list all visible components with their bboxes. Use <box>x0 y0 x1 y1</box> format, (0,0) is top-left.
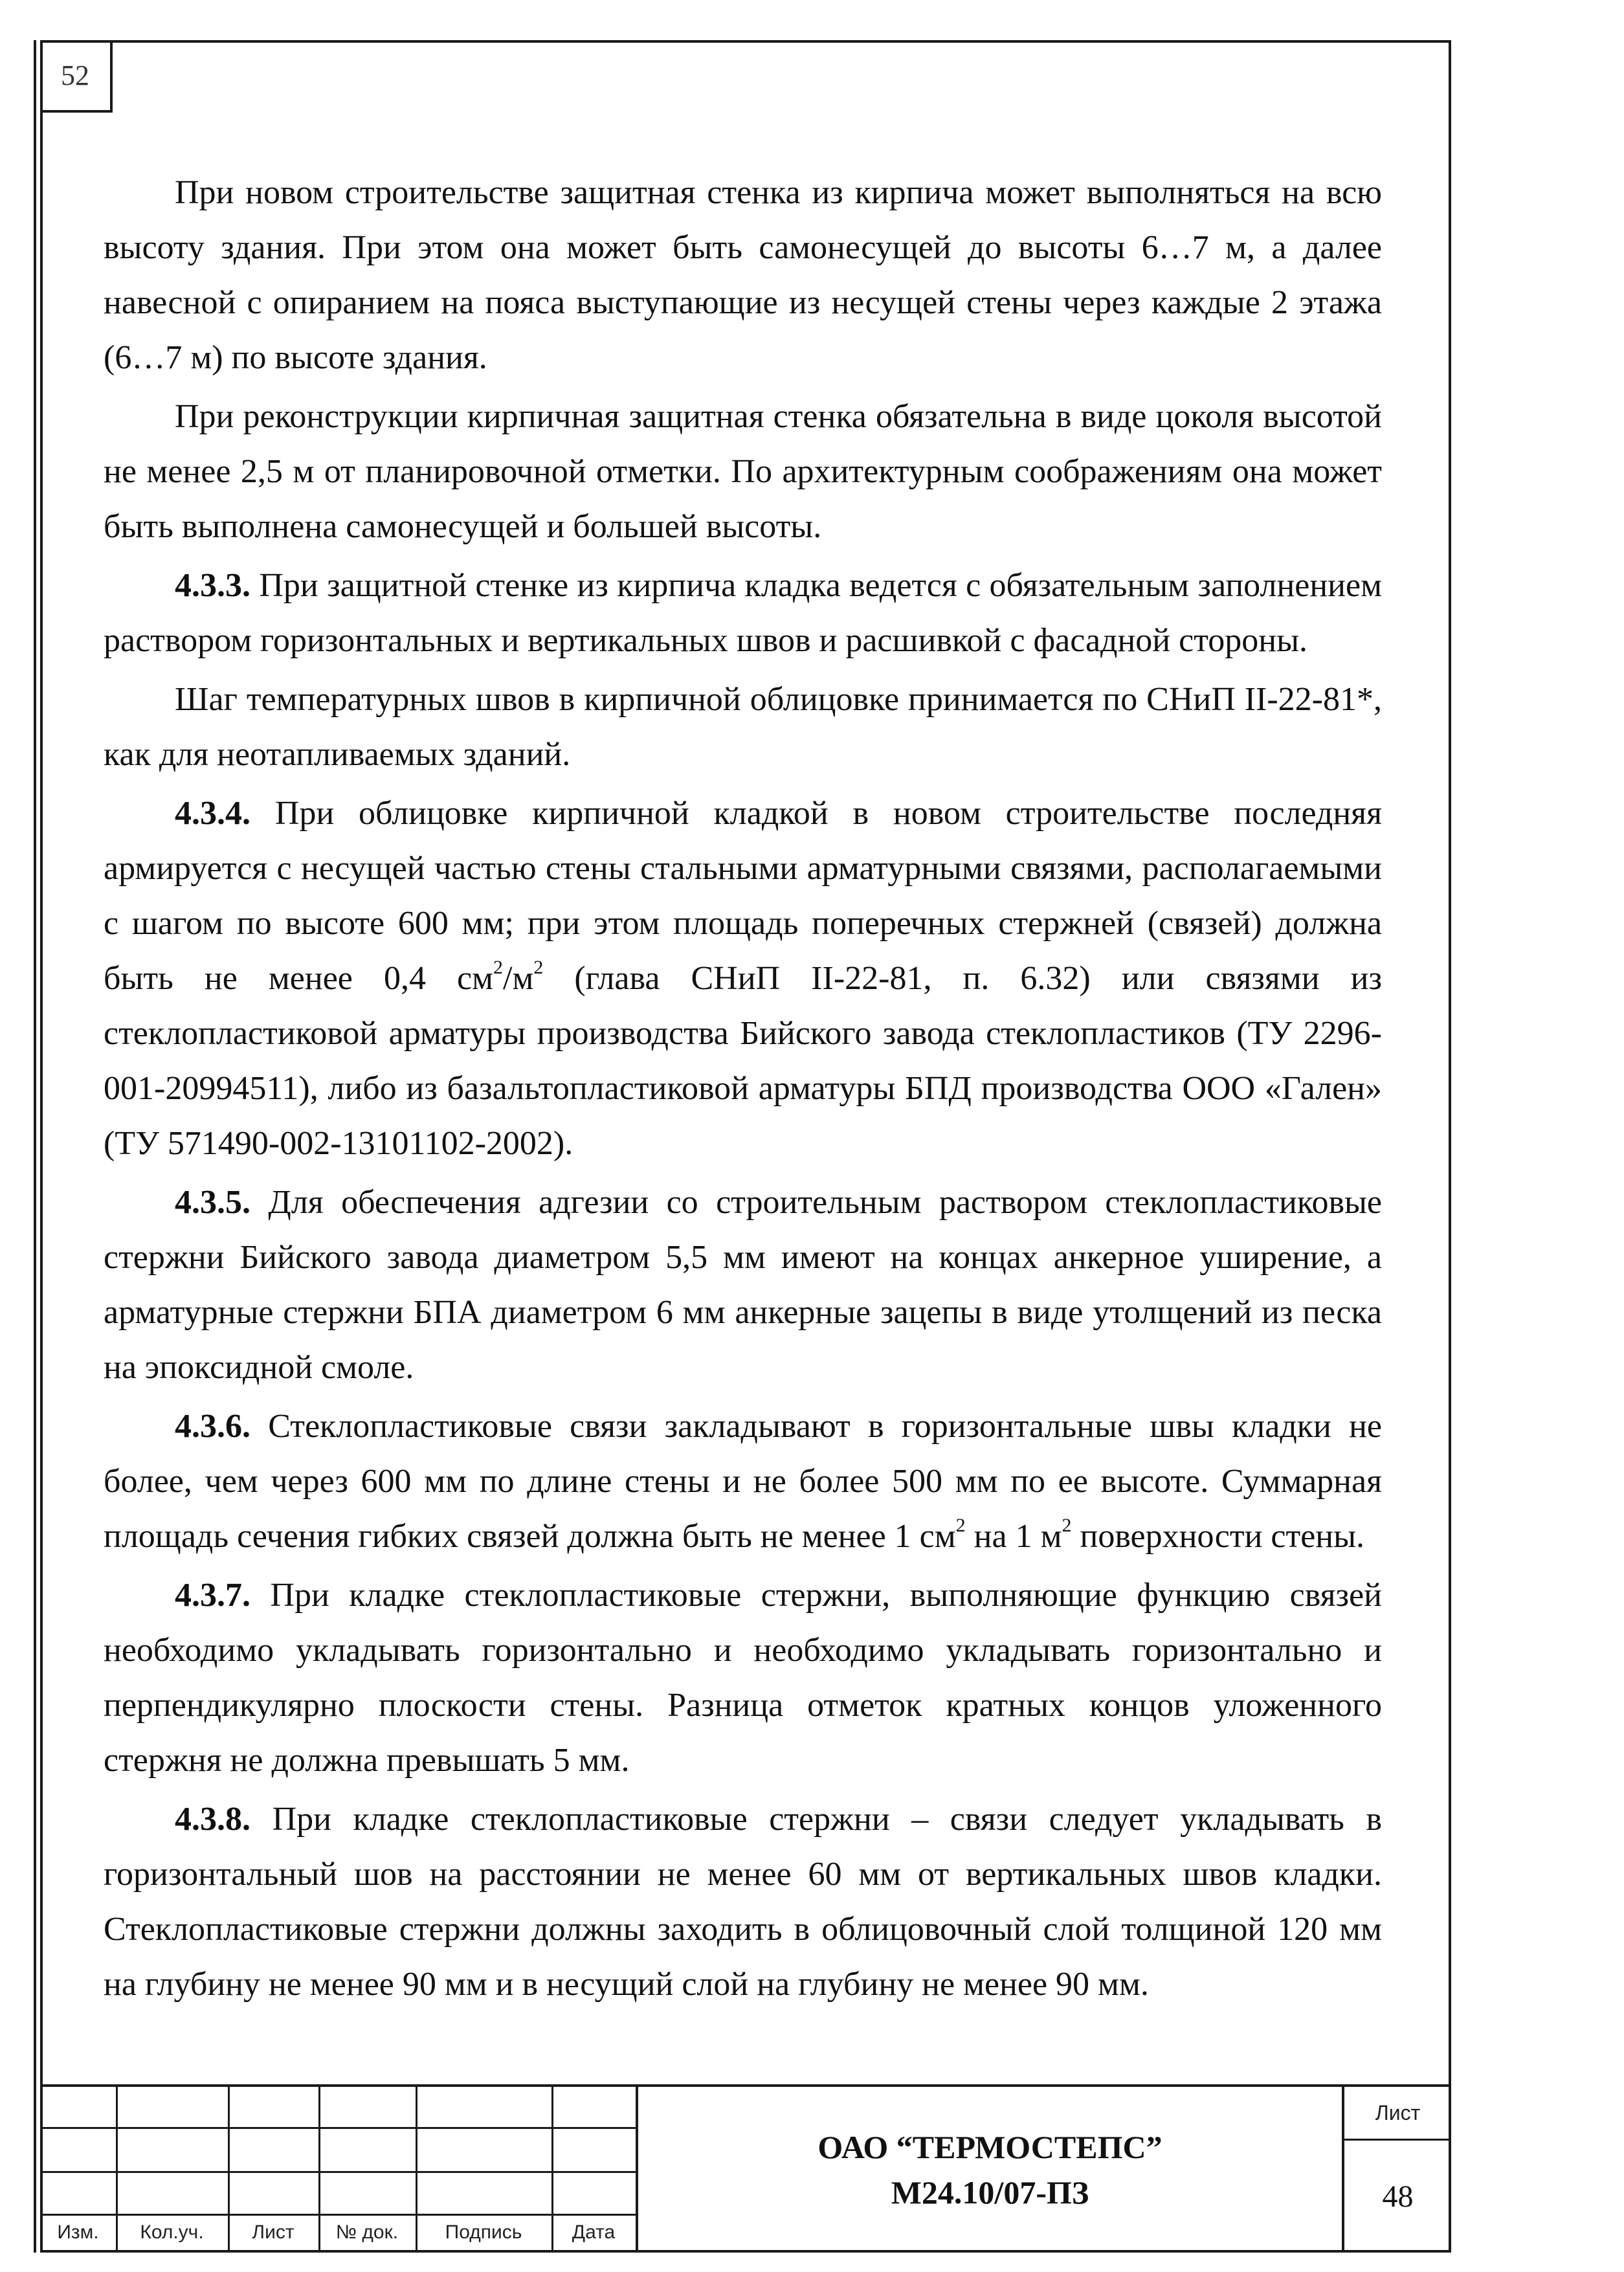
paragraph-4-3-3 <box>104 558 1382 668</box>
superscript: 2 <box>1062 1515 1072 1536</box>
label-quantity: Кол.уч. <box>140 2222 204 2243</box>
paragraph-text: (глава СНиП II-22-81, п. 6.32) или связями из стеклопластиковой арматуры производства Бийского завода стеклопластиков (ТУ 2296-001-20994511), либо из базальтопластиковой арматуры БПД производства ООО «Гален» (ТУ 571490-002-13101102-2002). <box>104 960 1382 1162</box>
grid-row-line <box>40 2127 636 2129</box>
document-code: М24.10/07-ПЗ <box>891 2174 1089 2211</box>
paragraph-text: При новом строительстве защитная стенка из кирпича может выполняться на всю высоту здания. При этом она может быть самонесущей до высоты 6…7 м, а далее навесной с опиранием на пояса выступающие из несущей стены через каждые 2 этажа (6…7 м) по высоте здания. <box>104 174 1382 376</box>
organization-name: ОАО “ТЕРМОСТЕПС” <box>818 2129 1162 2165</box>
revision-grid <box>40 2087 636 2253</box>
section-number: 4.3.3. <box>175 567 250 604</box>
sheet-label: Лист <box>1344 2087 1451 2141</box>
section-number: 4.3.6. <box>175 1408 250 1445</box>
paragraph-2 <box>104 389 1382 554</box>
label-date: Дата <box>572 2222 616 2243</box>
paragraph-text: При защитной стенке из кирпича кладка ведется с обязательным заполнением раствором горизонтальных и вертикальных швов и расшивкой с фасадной стороны. <box>104 567 1382 659</box>
grid-row-line <box>40 2171 636 2173</box>
paragraph-4-3-8 <box>104 1792 1382 2012</box>
superscript: 2 <box>493 957 503 978</box>
paragraph-4-3-4 <box>104 786 1382 1171</box>
paragraph-text: При облицовке кирпичной кладкой в новом строительстве последняя армируется с несущей частью стены стальными арматурными связями, располагаемыми с шагом по высоте 600 мм; при этом площадь поперечных стержней (связей) должна быть не менее 0,4 см <box>104 795 1382 997</box>
paragraph-text: на 1 м <box>965 1518 1062 1555</box>
sheet-number: 52 <box>40 40 113 113</box>
paragraph-text: При кладке стеклопластиковые стержни – связи следует укладывать в горизонтальный шов на расстоянии не менее 60 мм от вертикальных швов кладки. Стеклопластиковые стержни должны заходить в облицовочный слой толщиной 120 мм на глубину не менее 90 мм и в несущий слой на глубину не менее 90 мм. <box>104 1801 1382 2003</box>
binding-margin-line <box>34 40 36 2253</box>
title-block-designation <box>636 2087 1344 2253</box>
label-doc-number: № док. <box>335 2222 399 2243</box>
paragraph-text: Шаг температурных швов в кирпичной облицовке принимается по СНиП II-22-81*, как для неотапливаемых зданий. <box>104 681 1382 773</box>
paragraph-text: Для обеспечения адгезии со строительным раствором стеклопластиковые стержни Бийского завода диаметром 5,5 мм имеют на концах анкерное уширение, а арматурные стержни БПА диаметром 6 мм анкерные зацепы в виде утолщений из песка на эпоксидной смоле. <box>104 1184 1383 1386</box>
paragraph-4 <box>104 672 1382 782</box>
section-number: 4.3.7. <box>175 1577 250 1614</box>
grid-row-line <box>40 2214 636 2216</box>
paragraph-text: При кладке стеклопластиковые стержни, выполняющие функцию связей необходимо укладывать горизонтально и необходимо укладывать горизонтально и перпендикулярно плоскости стены. Разница отметок кратных концов уложенного стержня не должна превышать 5 мм. <box>104 1577 1382 1779</box>
title-block <box>40 2084 1451 2253</box>
paragraph-4-3-5 <box>104 1175 1382 1395</box>
paragraph-4-3-6 <box>104 1399 1382 1564</box>
sheet-cell <box>1344 2087 1451 2253</box>
section-number: 4.3.4. <box>175 795 250 832</box>
superscript: 2 <box>955 1515 966 1536</box>
label-signature: Подпись <box>445 2222 522 2243</box>
paragraph-text: /м <box>503 960 534 997</box>
superscript: 2 <box>533 957 544 978</box>
paragraph-text: При реконструкции кирпичная защитная стенка обязательна в виде цоколя высотой не менее 2,5 м от планировочной отметки. По архитектурным соображениям она может быть выполнена самонесущей и большей высоты. <box>104 398 1382 545</box>
paragraph-4-3-7 <box>104 1568 1382 1788</box>
section-number: 4.3.8. <box>175 1801 250 1838</box>
document-body <box>104 165 1382 2016</box>
paragraph-text: Стеклопластиковые связи закладывают в горизонтальные швы кладки не более, чем через 600 мм по длине стены и не более 500 мм по ее высоте. Суммарная площадь сечения гибких связей должна быть не менее 1 см <box>104 1408 1382 1555</box>
label-change: Изм. <box>57 2222 99 2243</box>
paragraph-text: поверхности стены. <box>1071 1518 1365 1555</box>
paragraph-1 <box>104 165 1382 385</box>
sheet-value: 48 <box>1382 2179 1414 2214</box>
label-sheet: Лист <box>252 2222 295 2243</box>
section-number: 4.3.5. <box>175 1184 250 1221</box>
